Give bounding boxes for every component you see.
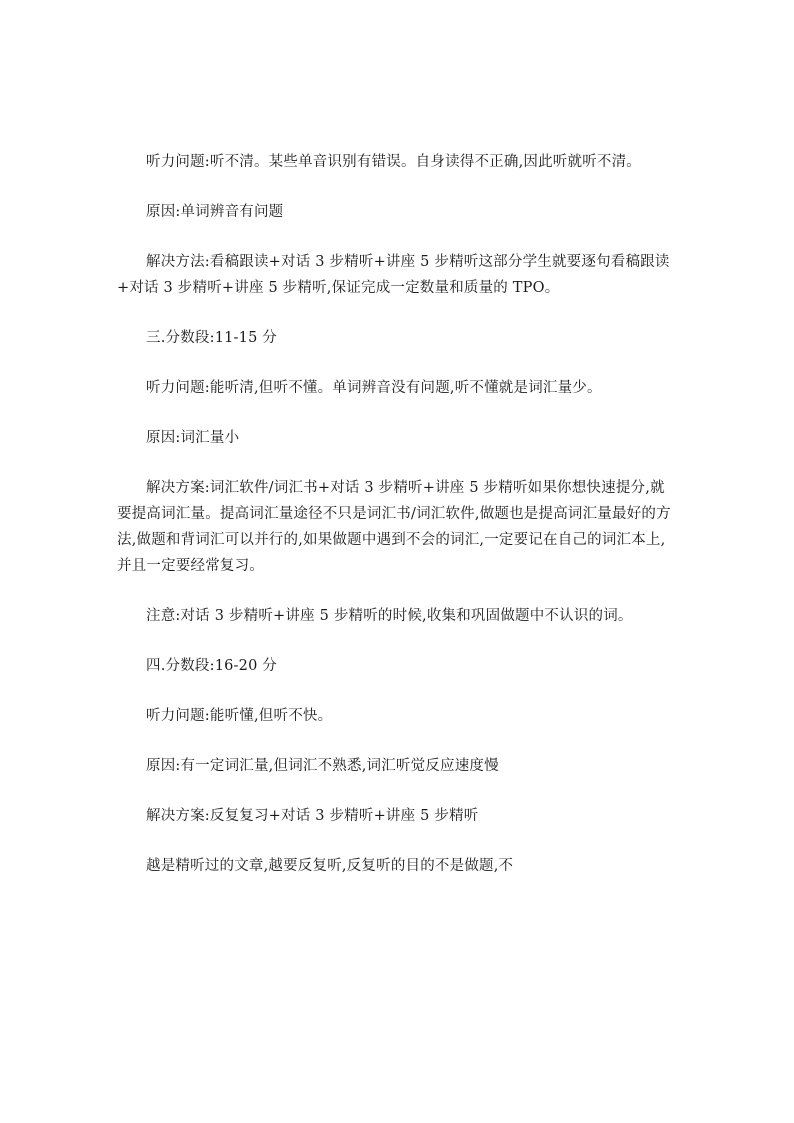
section-heading-3: 三.分数段:11-15 分: [146, 330, 278, 346]
paragraph-note: 注意:对话 3 步精听+讲座 5 步精听的时候,收集和巩固做题中不认识的词。: [146, 608, 633, 624]
paragraph-listening-problem-1: 听力问题:听不清。某些单音识别有错误。自身读得不正确,因此听就听不清。: [146, 154, 641, 170]
paragraph-cause-3: 原因:有一定词汇量,但词汇不熟悉,词汇听觉反应速度慢: [146, 758, 499, 774]
paragraph-cause-1: 原因:单词辨音有问题: [146, 204, 284, 220]
paragraph-listening-problem-3: 听力问题:能听懂,但听不快。: [146, 708, 333, 724]
paragraph-solution-1: 解决方法:看稿跟读+对话 3 步精听+讲座 5 步精听这部分学生就要逐句看稿跟读+对话 3 步精听+讲座 5 步精听,保证完成一定数量和质量的 TPO。: [117, 254, 670, 296]
paragraph-solution-3: 解决方案:反复复习+对话 3 步精听+讲座 5 步精听: [146, 808, 479, 824]
paragraph-listening-problem-2: 听力问题:能听清,但听不懂。单词辨音没有问题,听不懂就是词汇量少。: [146, 380, 602, 396]
paragraph-continuation: 越是精听过的文章,越要反复听,反复听的目的不是做题,不: [146, 858, 514, 874]
document-body: [117, 149, 677, 879]
paragraph-cause-2: 原因:词汇量小: [146, 430, 240, 446]
paragraph-solution-2: 解决方案:词汇软件/词汇书+对话 3 步精听+讲座 5 步精听如果你想快速提分,就要提高词汇量。提高词汇量途径不只是词汇书/词汇软件,做题也是提高词汇量最好的方法,做题和背词汇可以并行的,如果做题中遇到不会的词汇,一定要记在自己的词汇本上,并且一定要经常复习。: [117, 480, 671, 574]
section-heading-4: 四.分数段:16-20 分: [146, 658, 278, 674]
